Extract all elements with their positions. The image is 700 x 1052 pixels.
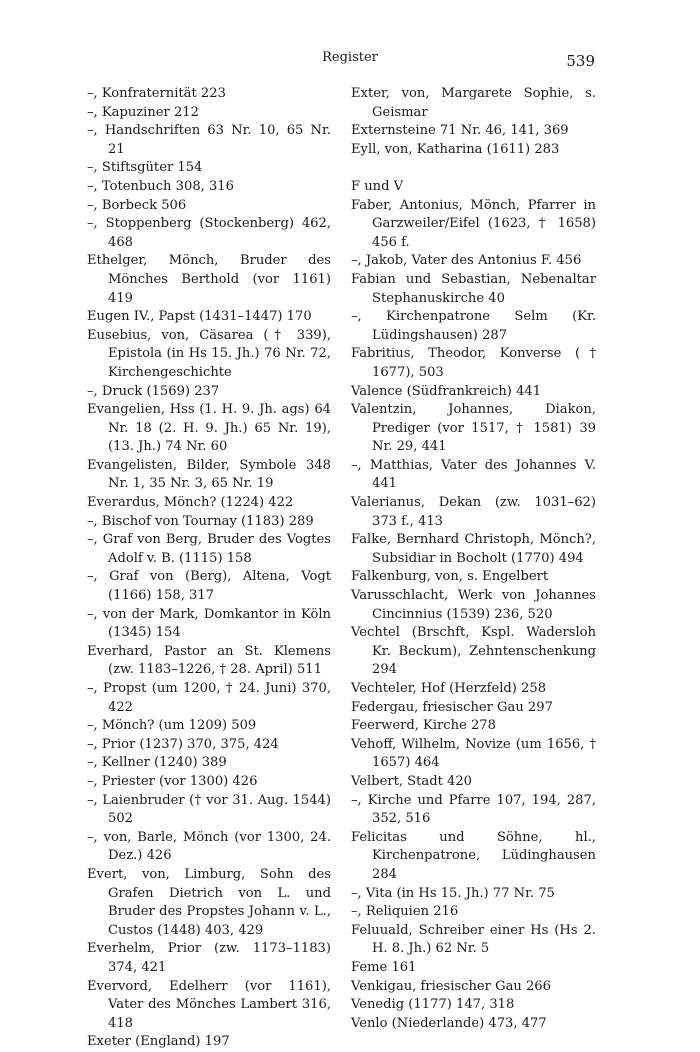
index-entry: Faber, Antonius, Mönch, Pfarrer in Garzweiler/Eifel (1623, † 1658) 456 f. [351, 197, 596, 250]
index-entry: –, Kirche und Pfarre 107, 194, 287, 352, 516 [351, 792, 596, 827]
index-entry: Vechtel (Brschft, Kspl. Wadersloh Kr. Beckum), Zehntenschenkung 294 [351, 625, 596, 678]
index-entry: Evervord, Edelherr (vor 1161), Vater des Mönches Lambert 316, 418 [87, 978, 331, 1031]
index-entry: Federgau, friesischer Gau 297 [351, 699, 553, 715]
index-entry: Ethelger, Mönch, Bruder des Mönches Berthold (vor 1161) 419 [87, 253, 331, 306]
index-entry: –, Propst (um 1200, † 24. Juni) 370, 422 [87, 681, 331, 715]
index-entry: Eusebius, von, Cäsarea († 339), Epistola (in Hs 15. Jh.) 76 Nr. 72, Kirchengeschichte [87, 327, 331, 380]
index-entry: –, Stiftsgüter 154 [87, 160, 203, 176]
index-entry: –, Priester (vor 1300) 426 [87, 773, 258, 789]
index-entry: Venlo (Niederlande) 473, 477 [351, 1015, 547, 1031]
index-entry: Valentzin, Johannes, Diakon, Prediger (vor 1517, † 1581) 39 Nr. 29, 441 [351, 402, 596, 455]
index-entry: Externsteine 71 Nr. 46, 141, 369 [351, 123, 569, 139]
index-entry: –, Bischof von Tournay (1183) 289 [87, 513, 314, 529]
index-entry: –, Graf von Berg, Bruder des Vogtes Adolf v. B. (1115) 158 [87, 532, 331, 566]
index-entry: Venedig (1177) 147, 318 [351, 997, 515, 1013]
index-entry: Evert, von, Limburg, Sohn des Grafen Dietrich von L. und Bruder des Propstes Johann v. L., Custos (1448) 403, 429 [87, 866, 331, 938]
index-entry: Everardus, Mönch? (1224) 422 [87, 495, 294, 511]
index-entry: Feerwerd, Kirche 278 [351, 718, 496, 734]
index-entry: –, Reliquien 216 [351, 904, 459, 920]
index-entry: Exter, von, Margarete Sophie, s. Geismar [351, 86, 596, 120]
index-entry: –, Jakob, Vater des Antonius F. 456 [351, 253, 582, 269]
running-title: Register [322, 50, 378, 65]
index-entry: –, Konfraternität 223 [87, 86, 226, 101]
index-entry: –, Vita (in Hs 15. Jh.) 77 Nr. 75 [351, 885, 555, 901]
index-entry: –, Graf von (Berg), Altena, Vogt (1166) 158, 317 [87, 569, 331, 604]
index-entry: –, Kapuziner 212 [87, 104, 199, 120]
index-entry: –, von, Barle, Mönch (vor 1300, 24. Dez.) 426 [87, 829, 331, 864]
index-column-right [351, 85, 596, 1033]
index-entry: Feme 161 [351, 959, 417, 975]
index-entry: Venkigau, friesischer Gau 266 [351, 978, 551, 994]
index-entry: Vechteler, Hof (Herzfeld) 258 [351, 681, 547, 696]
index-entry: Fabian und Sebastian, Nebenaltar Stephanuskirche 40 [351, 271, 596, 306]
index-entry: Valerianus, Dekan (zw. 1031–62) 373 f., 413 [351, 495, 596, 529]
index-column-left [87, 85, 331, 1052]
index-entry: Valence (Südfrankreich) 441 [351, 383, 542, 399]
index-entry: –, Druck (1569) 237 [87, 383, 220, 399]
index-entry: Falke, Bernhard Christoph, Mönch?, Subsidiar in Bocholt (1770) 494 [351, 532, 596, 566]
index-entry: –, von der Mark, Domkantor in Köln (1345) 154 [87, 606, 331, 641]
index-entry: Eyll, von, Katharina (1611) 283 [351, 141, 560, 157]
index-entry: Feluuald, Schreiber einer Hs (Hs 2. H. 8. Jh.) 62 Nr. 5 [351, 922, 596, 957]
index-entry: Vehoff, Wilhelm, Novize (um 1656, † 1657) 464 [351, 736, 596, 771]
index-entry: –, Kirchenpatrone Selm (Kr. Lüdingshausen) 287 [351, 309, 596, 343]
index-entry: Evangelisten, Bilder, Symbole 348 Nr. 1, 35 Nr. 3, 65 Nr. 19 [87, 457, 331, 492]
index-entry: –, Handschriften 63 Nr. 10, 65 Nr. 21 [87, 123, 331, 157]
index-entry: Exeter (England) 197 [87, 1034, 230, 1050]
letter-section-heading: F und V [351, 178, 404, 194]
index-entry: Eugen IV., Papst (1431–1447) 170 [87, 309, 312, 325]
index-entry: –, Matthias, Vater des Johannes V. 441 [351, 457, 596, 492]
index-entry: Varusschlacht, Werk von Johannes Cincinnius (1539) 236, 520 [351, 588, 596, 622]
index-entry: –, Laienbruder († vor 31. Aug. 1544) 502 [87, 792, 331, 827]
index-entry: Felicitas und Söhne, hl., Kirchenpatrone, Lüdinghausen 284 [351, 829, 596, 882]
page-number: 539 [566, 52, 595, 70]
index-entry: –, Borbeck 506 [87, 197, 187, 213]
index-entry: Falkenburg, von, s. Engelbert [351, 569, 549, 585]
index-entry: –, Stoppenberg (Stockenberg) 462, 468 [87, 216, 331, 250]
index-entry: Everhelm, Prior (zw. 1173–1183) 374, 421 [87, 941, 331, 975]
index-entry: Evangelien, Hss (1. H. 9. Jh. ags) 64 Nr. 18 (2. H. 9. Jh.) 65 Nr. 19), (13. Jh.) 74 Nr. 60 [87, 402, 331, 455]
index-entry: Fabritius, Theodor, Konverse († 1677), 503 [351, 346, 596, 380]
index-entry: Everhard, Pastor an St. Klemens (zw. 1183–1226, † 28. April) 511 [87, 643, 331, 678]
index-entry: –, Prior (1237) 370, 375, 424 [87, 736, 279, 752]
index-entry: –, Totenbuch 308, 316 [87, 178, 234, 194]
index-entry: Velbert, Stadt 420 [351, 773, 473, 789]
index-entry: –, Kellner (1240) 389 [87, 755, 227, 771]
index-entry: –, Mönch? (um 1209) 509 [87, 718, 257, 734]
